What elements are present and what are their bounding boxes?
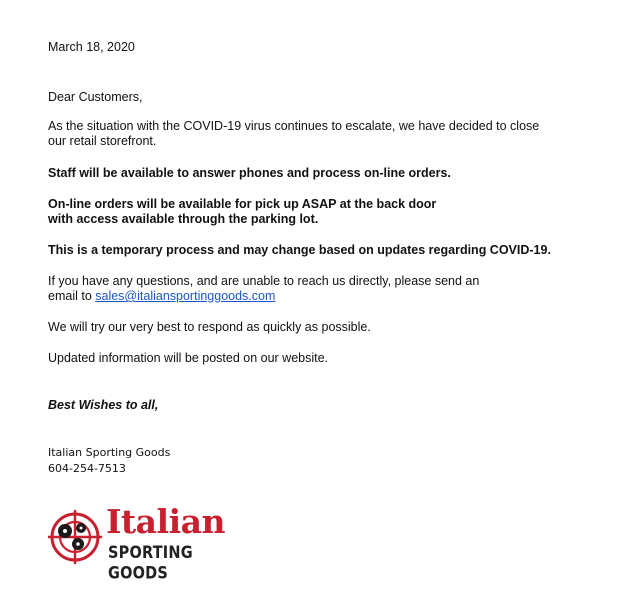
company-name: Italian Sporting Goods [48,446,171,459]
paragraph-closure-line-1: As the situation with the COVID-19 virus continues to escalate, we have decided to close [48,119,540,133]
crosshair-target-icon [48,510,102,564]
paragraph-respond: We will try our very best to respond as quickly as possible. [48,320,371,334]
signoff: Best Wishes to all, [48,398,159,412]
paragraph-website: Updated information will be posted on our website. [48,351,329,365]
letter-greeting: Dear Customers, [48,90,143,104]
company-logo [48,502,238,584]
staff-availability-notice: Staff will be available to answer phones and process on-line orders. [48,166,451,180]
paragraph-closure-line-2: our retail storefront. [48,134,157,148]
pickup-notice-line-1: On-line orders will be available for pick up ASAP at the back door [48,197,437,211]
logo-wordmark: Italian [106,502,226,541]
letter-date: March 18, 2020 [48,40,135,54]
pickup-notice-line-2: with access available through the parking lot. [48,212,319,226]
logo-subtitle: SPORTING GOODS [108,544,193,584]
paragraph-contact [48,274,479,304]
pickup-notice [48,197,436,227]
email-prefix: email to [48,289,96,303]
temporary-process-notice: This is a temporary process and may change based on updates regarding COVID-19. [48,243,551,257]
paragraph-contact-line-1: If you have any questions, and are unable to reach us directly, please send an [48,274,480,288]
company-phone: 604-254-7513 [48,462,126,475]
paragraph-contact-line-2 [48,289,479,304]
email-link[interactable]: sales@italiansportinggoods.com [95,289,276,303]
company-block [48,445,170,477]
paragraph-closure [48,119,608,149]
